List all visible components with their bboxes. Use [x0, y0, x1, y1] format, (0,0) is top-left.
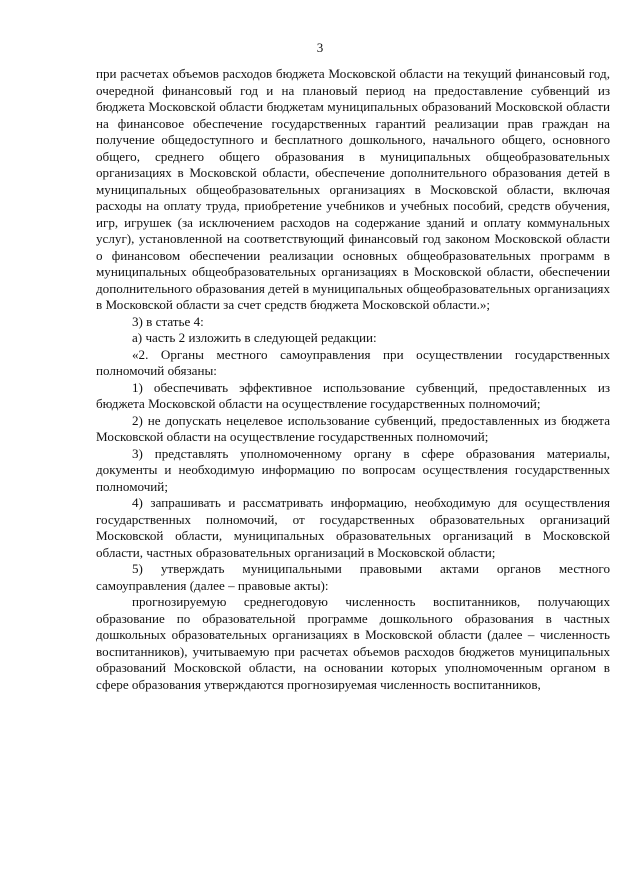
list-item-1: 1) обеспечивать эффективное использование субвенций, предоставленных из бюджета Московской области на осуществление государственных полномочий; [96, 379, 610, 411]
list-item-3: 3) представлять уполномоченному органу в сфере образования материалы, документы и необходимую информацию по вопросам осуществления государственных полномочий; [96, 445, 610, 494]
document-body [96, 66, 610, 693]
page-number: 3 [316, 40, 324, 55]
list-item-2: 2) не допускать нецелевое использование субвенций, предоставленных из бюджета Московской области на осуществление государственных полномочий; [96, 412, 610, 444]
paragraph-part-2-text: «2. Органы местного самоуправления при осуществлении государственных полномочий обязаны: [96, 346, 610, 378]
paragraph-continuation: при расчетах объемов расходов бюджета Московской области на текущий финансовый год, очередной финансовый год и на плановый период на предоставление субвенций из бюджета Московской области бюджетам муниципальных образований Московской области на финансовое обеспечение государственных гарантий реализации прав граждан на получение общедоступного и бесплатного дошкольного, начального общего, основного общего, среднего общего образования в муниципальных общеобразовательных организациях в Московской области, обеспечение дополнительного образования детей в муниципальных общеобразовательных организациях в Московской области, включая расходы на оплату труда, приобретение учебников и учебных пособий, средств обучения, игр, игрушек (за исключением расходов на содержание зданий и оплату коммунальных услуг), установленной на соответствующий финансовый год законом Московской области о финансовом обеспечении реализации основных общеобразовательных программ в муниципальных общеобразовательных организациях в Московской области, обеспечении дополнительного образования детей в муниципальных общеобразовательных организациях в Московской области за счет средств бюджета Московской области.»; [96, 66, 610, 312]
paragraph-article-4-heading: 3) в статье 4: [132, 313, 204, 329]
list-item-5: 5) утверждать муниципальными правовыми актами органов местного самоуправления (далее – правовые акты): [96, 561, 610, 593]
paragraph-part-2-amend: а) часть 2 изложить в следующей редакции: [132, 330, 377, 345]
list-item-4: 4) запрашивать и рассматривать информацию, необходимую для осуществления государственных полномочий, от государственных образовательных организаций Московской области, муниципальных образовательных организаций в Московской области, частных образовательных организаций в Московской области; [96, 495, 610, 560]
paragraph-forecast: прогнозируемую среднегодовую численность воспитанников, получающих образование по образовательной программе дошкольного образования в частных дошкольных образовательных организациях в Московской области (далее – численность воспитанников), учитываемую при расчетах объемов расходов бюджетов муниципальных образований Московской области, на основании которых уполномоченным органом в сфере образования утверждаются прогнозируемая численность воспитанников, [96, 594, 610, 692]
